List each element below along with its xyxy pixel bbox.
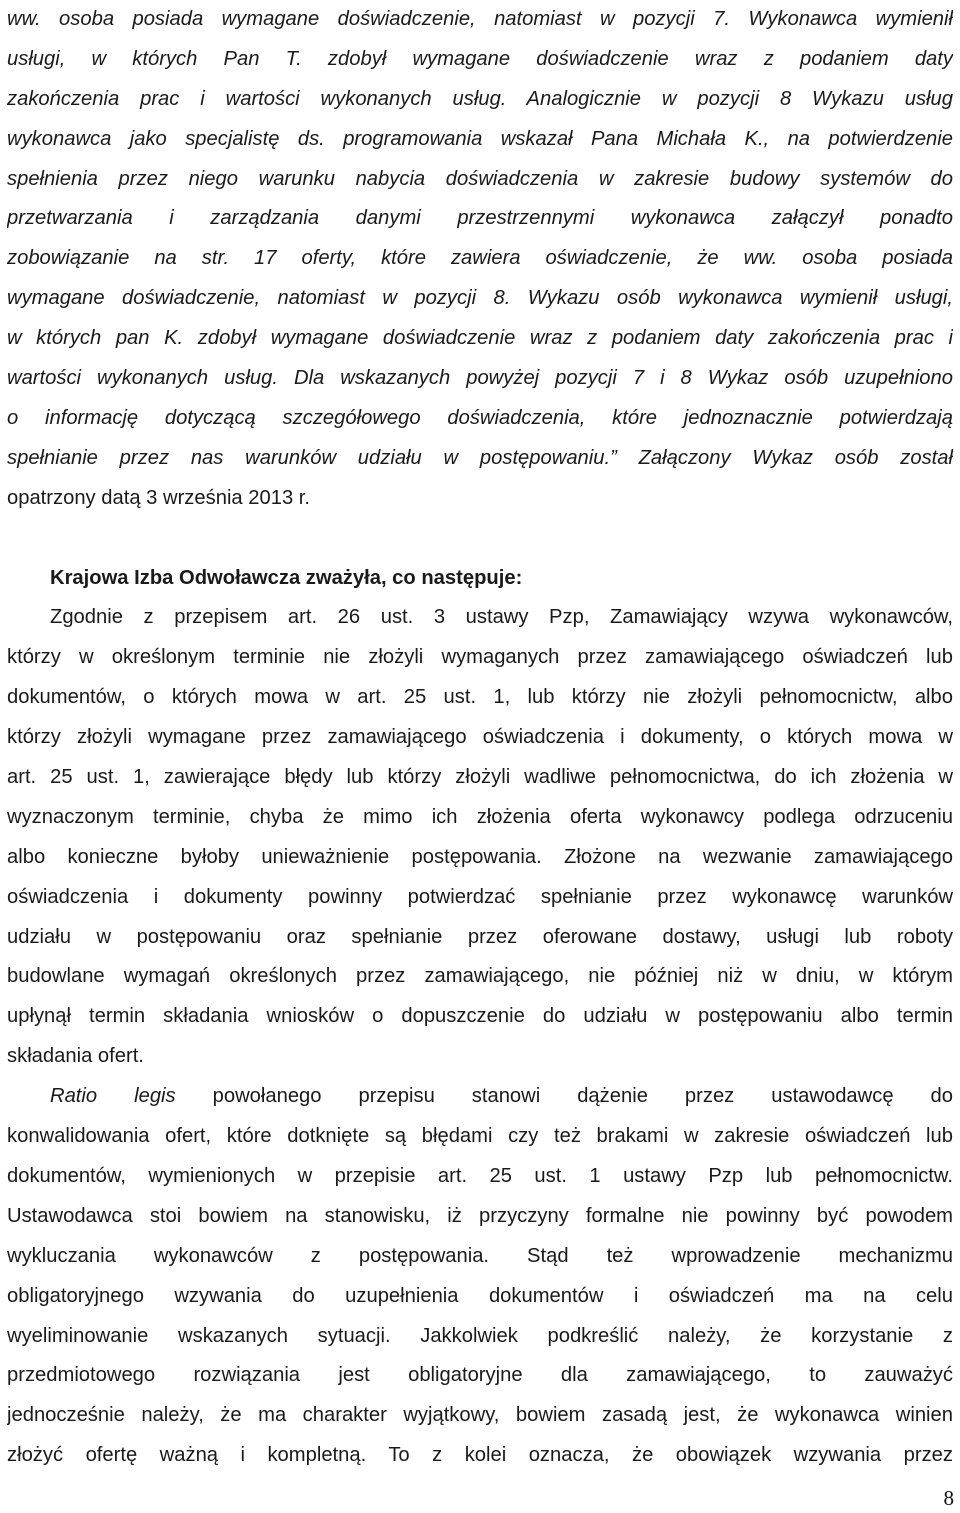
text-line: art. 25 ust. 1, zawierające błędy lub którzy złożyli wadliwe pełnomocnictwa, do ich złożenia w (7, 766, 953, 789)
text-line: zobowiązanie na str. 17 oferty, które zawiera oświadczenie, że ww. osoba posiada (7, 247, 953, 270)
text-fragment: powołanego przepisu stanowi dążenie przez ustawodawcę do (175, 1085, 953, 1108)
page-number: 8 (943, 1486, 954, 1510)
text-line: wykluczania wykonawców z postępowania. Stąd też wprowadzenie mechanizmu (7, 1244, 953, 1267)
text-line: wartości wykonanych usług. Dla wskazanych powyżej pozycji 7 i 8 Wykaz osób uzupełniono (7, 367, 953, 390)
text-line: przetwarzania i zarządzania danymi przestrzennymi wykonawca załączył ponadto (7, 207, 953, 230)
document-page (7, 0, 953, 1476)
text-line: konwalidowania ofert, które dotknięte są błędami czy też brakami w zakresie oświadczeń lub (7, 1125, 953, 1148)
text-line: składania ofert. (7, 1045, 144, 1068)
text-line: budowlane wymagań określonych przez zamawiającego, nie później niż w dniu, w którym (7, 965, 953, 988)
text-line: wyznaczonym terminie, chyba że mimo ich złożenia oferta wykonawcy podlega odrzuceniu (7, 805, 953, 828)
text-line: w których pan K. zdobył wymagane doświadczenie wraz z podaniem daty zakończenia prac i (7, 327, 953, 350)
text-line: dokumentów, o których mowa w art. 25 ust. 1, lub którzy nie złożyli pełnomocnictw, albo (7, 686, 953, 709)
text-line: spełnianie przez nas warunków udziału w postępowaniu.” Załączony Wykaz osób został (7, 446, 953, 469)
spacer (7, 519, 953, 559)
text-line: obligatoryjnego wzywania do uzupełnienia dokumentów i oświadczeń ma na celu (7, 1284, 953, 1307)
text-line: wymagane doświadczenie, natomiast w pozycji 8. Wykazu osób wykonawca wymienił usługi, (7, 287, 953, 310)
text-line: przedmiotowego rozwiązania jest obligatoryjne dla zamawiającego, to zauważyć (7, 1364, 953, 1387)
text-line: o informację dotyczącą szczegółowego doświadczenia, które jednoznacznie potwierdzają (7, 406, 953, 429)
paragraph-legal-basis (7, 598, 953, 1077)
text-line: wykonawca jako specjalistę ds. programowania wskazał Pana Michała K., na potwierdzenie (7, 127, 953, 150)
section-heading: Krajowa Izba Odwoławcza zważyła, co następuje: (50, 566, 523, 589)
text-line: Zgodnie z przepisem art. 26 ust. 3 ustawy Pzp, Zamawiający wzywa wykonawców, (50, 606, 953, 629)
text-line (7, 1077, 953, 1117)
text-line: złożyć ofertę ważną i kompletną. To z kolei oznacza, że obowiązek wzywania przez (7, 1444, 953, 1467)
text-line: oświadczenia i dokumenty powinny potwierdzać spełnianie przez wykonawcę warunków (7, 885, 953, 908)
text-line: spełnienia przez niego warunku nabycia doświadczenia w zakresie budowy systemów do (7, 167, 953, 190)
text-line: wyeliminowanie wskazanych sytuacji. Jakkolwiek podkreślić należy, że korzystanie z (7, 1324, 953, 1347)
paragraph-ratio-legis (7, 1077, 953, 1476)
text-line: którzy złożyli wymagane przez zamawiającego oświadczenia i dokumenty, o których mowa w (7, 726, 953, 749)
text-line: zakończenia prac i wartości wykonanych usług. Analogicznie w pozycji 8 Wykazu usług (7, 87, 953, 110)
text-line: jednocześnie należy, że ma charakter wyjątkowy, bowiem zasadą jest, że wykonawca winien (7, 1404, 953, 1427)
text-line: upłynął termin składania wniosków o dopuszczenie do udziału w postępowaniu albo termin (7, 1005, 953, 1028)
text-line: Ustawodawca stoi bowiem na stanowisku, iż przyczyny formalne nie powinny być powodem (7, 1204, 953, 1227)
text-line: opatrzony datą 3 września 2013 r. (7, 486, 310, 509)
text-line: ww. osoba posiada wymagane doświadczenie, natomiast w pozycji 7. Wykonawca wymienił (7, 8, 953, 30)
text-line: udziału w postępowaniu oraz spełnianie przez oferowane dostawy, usługi lub roboty (7, 925, 953, 948)
text-line: którzy w określonym terminie nie złożyli wymaganych przez zamawiającego oświadczeń lub (7, 646, 953, 669)
text-line: usługi, w których Pan T. zdobył wymagane doświadczenie wraz z podaniem daty (7, 47, 953, 70)
italic-term: Ratio legis (50, 1085, 176, 1108)
text-line: dokumentów, wymienionych w przepisie art. 25 ust. 1 ustawy Pzp lub pełnomocnictw. (7, 1164, 953, 1187)
text-line: albo konieczne byłoby unieważnienie postępowania. Złożone na wezwanie zamawiającego (7, 845, 953, 868)
paragraph-witness-description (7, 0, 953, 519)
